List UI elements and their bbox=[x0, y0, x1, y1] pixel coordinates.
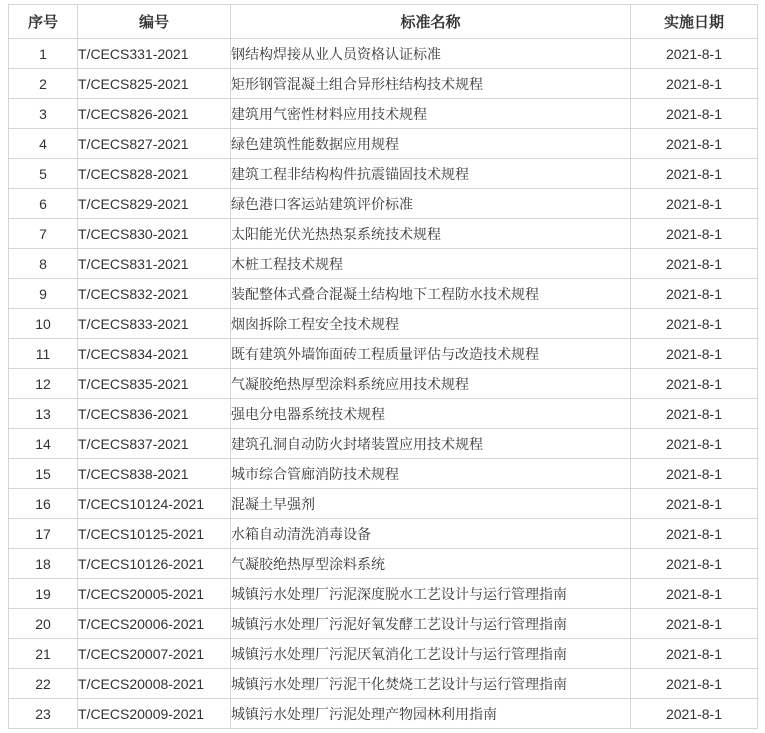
code-cell: T/CECS10124-2021 bbox=[78, 489, 231, 519]
date-cell: 2021-8-1 bbox=[631, 639, 758, 669]
code-cell: T/CECS20006-2021 bbox=[78, 609, 231, 639]
code-cell: T/CECS831-2021 bbox=[78, 249, 231, 279]
row-index-cell: 3 bbox=[9, 99, 78, 129]
row-index-cell: 1 bbox=[9, 39, 78, 69]
row-index-cell: 12 bbox=[9, 369, 78, 399]
table-row bbox=[9, 159, 758, 189]
standard-name-cell: 绿色建筑性能数据应用规程 bbox=[231, 129, 631, 159]
standard-name-cell: 气凝胶绝热厚型涂料系统应用技术规程 bbox=[231, 369, 631, 399]
standard-name-cell: 气凝胶绝热厚型涂料系统 bbox=[231, 549, 631, 579]
table-row bbox=[9, 339, 758, 369]
table-row bbox=[9, 219, 758, 249]
date-cell: 2021-8-1 bbox=[631, 219, 758, 249]
code-cell: T/CECS829-2021 bbox=[78, 189, 231, 219]
table-row bbox=[9, 39, 758, 69]
standard-name-cell: 绿色港口客运站建筑评价标准 bbox=[231, 189, 631, 219]
date-cell: 2021-8-1 bbox=[631, 669, 758, 699]
row-index-cell: 23 bbox=[9, 699, 78, 729]
standard-name-cell: 钢结构焊接从业人员资格认证标准 bbox=[231, 39, 631, 69]
standard-name-cell: 城镇污水处理厂污泥处理产物园林利用指南 bbox=[231, 699, 631, 729]
code-cell: T/CECS20008-2021 bbox=[78, 669, 231, 699]
row-index-cell: 13 bbox=[9, 399, 78, 429]
code-cell: T/CECS838-2021 bbox=[78, 459, 231, 489]
table-row bbox=[9, 579, 758, 609]
table-row bbox=[9, 699, 758, 729]
row-index-cell: 14 bbox=[9, 429, 78, 459]
table-row bbox=[9, 429, 758, 459]
standards-table bbox=[8, 4, 758, 729]
date-cell: 2021-8-1 bbox=[631, 399, 758, 429]
row-index-cell: 2 bbox=[9, 69, 78, 99]
date-cell: 2021-8-1 bbox=[631, 459, 758, 489]
row-index-cell: 19 bbox=[9, 579, 78, 609]
table-row bbox=[9, 309, 758, 339]
standard-name-cell: 建筑孔洞自动防火封堵装置应用技术规程 bbox=[231, 429, 631, 459]
date-cell: 2021-8-1 bbox=[631, 129, 758, 159]
table-row bbox=[9, 369, 758, 399]
code-cell: T/CECS833-2021 bbox=[78, 309, 231, 339]
date-cell: 2021-8-1 bbox=[631, 549, 758, 579]
date-cell: 2021-8-1 bbox=[631, 309, 758, 339]
table-row bbox=[9, 189, 758, 219]
table-row bbox=[9, 69, 758, 99]
code-cell: T/CECS830-2021 bbox=[78, 219, 231, 249]
table-header bbox=[9, 5, 758, 39]
date-cell: 2021-8-1 bbox=[631, 369, 758, 399]
standard-name-cell: 木桩工程技术规程 bbox=[231, 249, 631, 279]
code-cell: T/CECS835-2021 bbox=[78, 369, 231, 399]
row-index-cell: 11 bbox=[9, 339, 78, 369]
standard-name-cell: 城镇污水处理厂污泥深度脱水工艺设计与运行管理指南 bbox=[231, 579, 631, 609]
code-cell: T/CECS20005-2021 bbox=[78, 579, 231, 609]
row-index-cell: 7 bbox=[9, 219, 78, 249]
row-index-cell: 15 bbox=[9, 459, 78, 489]
row-index-cell: 16 bbox=[9, 489, 78, 519]
table-row bbox=[9, 609, 758, 639]
standard-name-cell: 城镇污水处理厂污泥厌氧消化工艺设计与运行管理指南 bbox=[231, 639, 631, 669]
header-code: 编号 bbox=[78, 5, 231, 39]
date-cell: 2021-8-1 bbox=[631, 609, 758, 639]
header-date: 实施日期 bbox=[631, 5, 758, 39]
standard-name-cell: 城镇污水处理厂污泥好氧发酵工艺设计与运行管理指南 bbox=[231, 609, 631, 639]
standard-name-cell: 装配整体式叠合混凝土结构地下工程防水技术规程 bbox=[231, 279, 631, 309]
standard-name-cell: 城镇污水处理厂污泥干化焚烧工艺设计与运行管理指南 bbox=[231, 669, 631, 699]
row-index-cell: 9 bbox=[9, 279, 78, 309]
table-row bbox=[9, 129, 758, 159]
date-cell: 2021-8-1 bbox=[631, 159, 758, 189]
standard-name-cell: 既有建筑外墙饰面砖工程质量评估与改造技术规程 bbox=[231, 339, 631, 369]
row-index-cell: 5 bbox=[9, 159, 78, 189]
row-index-cell: 22 bbox=[9, 669, 78, 699]
code-cell: T/CECS20007-2021 bbox=[78, 639, 231, 669]
code-cell: T/CECS832-2021 bbox=[78, 279, 231, 309]
standards-table-body bbox=[9, 39, 758, 729]
table-row bbox=[9, 639, 758, 669]
table-row bbox=[9, 99, 758, 129]
code-cell: T/CECS836-2021 bbox=[78, 399, 231, 429]
date-cell: 2021-8-1 bbox=[631, 279, 758, 309]
date-cell: 2021-8-1 bbox=[631, 99, 758, 129]
row-index-cell: 21 bbox=[9, 639, 78, 669]
date-cell: 2021-8-1 bbox=[631, 39, 758, 69]
code-cell: T/CECS827-2021 bbox=[78, 129, 231, 159]
date-cell: 2021-8-1 bbox=[631, 189, 758, 219]
table-row bbox=[9, 399, 758, 429]
row-index-cell: 20 bbox=[9, 609, 78, 639]
table-row bbox=[9, 519, 758, 549]
standard-name-cell: 城市综合管廊消防技术规程 bbox=[231, 459, 631, 489]
row-index-cell: 10 bbox=[9, 309, 78, 339]
code-cell: T/CECS331-2021 bbox=[78, 39, 231, 69]
row-index-cell: 18 bbox=[9, 549, 78, 579]
table-row bbox=[9, 549, 758, 579]
row-index-cell: 6 bbox=[9, 189, 78, 219]
standard-name-cell: 太阳能光伏光热热泵系统技术规程 bbox=[231, 219, 631, 249]
date-cell: 2021-8-1 bbox=[631, 339, 758, 369]
code-cell: T/CECS834-2021 bbox=[78, 339, 231, 369]
date-cell: 2021-8-1 bbox=[631, 69, 758, 99]
header-standard-name: 标准名称 bbox=[231, 5, 631, 39]
header-index: 序号 bbox=[9, 5, 78, 39]
date-cell: 2021-8-1 bbox=[631, 519, 758, 549]
code-cell: T/CECS837-2021 bbox=[78, 429, 231, 459]
code-cell: T/CECS10125-2021 bbox=[78, 519, 231, 549]
table-row bbox=[9, 279, 758, 309]
table-row bbox=[9, 669, 758, 699]
standard-name-cell: 建筑用气密性材料应用技术规程 bbox=[231, 99, 631, 129]
table-row bbox=[9, 489, 758, 519]
date-cell: 2021-8-1 bbox=[631, 579, 758, 609]
standard-name-cell: 矩形钢管混凝土组合异形柱结构技术规程 bbox=[231, 69, 631, 99]
standard-name-cell: 混凝土早强剂 bbox=[231, 489, 631, 519]
code-cell: T/CECS828-2021 bbox=[78, 159, 231, 189]
code-cell: T/CECS20009-2021 bbox=[78, 699, 231, 729]
standard-name-cell: 烟囱拆除工程安全技术规程 bbox=[231, 309, 631, 339]
standard-name-cell: 建筑工程非结构构件抗震锚固技术规程 bbox=[231, 159, 631, 189]
date-cell: 2021-8-1 bbox=[631, 429, 758, 459]
date-cell: 2021-8-1 bbox=[631, 489, 758, 519]
code-cell: T/CECS825-2021 bbox=[78, 69, 231, 99]
row-index-cell: 8 bbox=[9, 249, 78, 279]
table-row bbox=[9, 459, 758, 489]
row-index-cell: 17 bbox=[9, 519, 78, 549]
standard-name-cell: 强电分电器系统技术规程 bbox=[231, 399, 631, 429]
row-index-cell: 4 bbox=[9, 129, 78, 159]
table-row bbox=[9, 249, 758, 279]
standard-name-cell: 水箱自动清洗消毒设备 bbox=[231, 519, 631, 549]
header-row bbox=[9, 5, 758, 39]
date-cell: 2021-8-1 bbox=[631, 699, 758, 729]
code-cell: T/CECS826-2021 bbox=[78, 99, 231, 129]
date-cell: 2021-8-1 bbox=[631, 249, 758, 279]
code-cell: T/CECS10126-2021 bbox=[78, 549, 231, 579]
